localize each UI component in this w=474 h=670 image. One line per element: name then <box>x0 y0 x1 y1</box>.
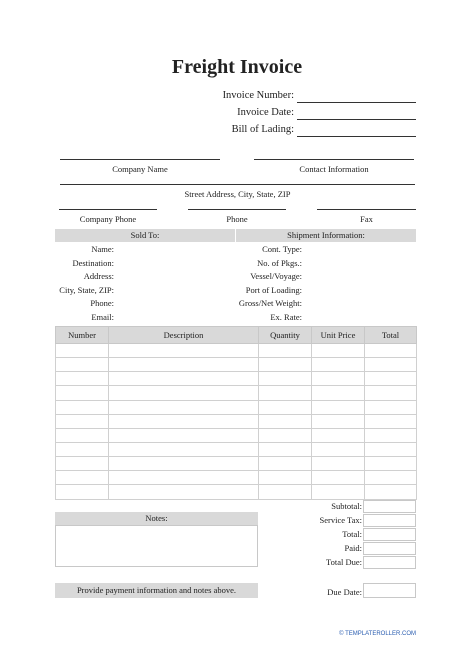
table-row <box>56 386 417 400</box>
cell-description[interactable] <box>109 414 259 428</box>
cell-total[interactable] <box>365 358 417 372</box>
bill-of-lading-label: Bill of Lading: <box>231 124 294 135</box>
sold-to-address-label: Address: <box>83 271 114 281</box>
invoice-date-line <box>297 119 416 120</box>
cell-total[interactable] <box>365 372 417 386</box>
total-due-field[interactable] <box>363 556 416 569</box>
cell-description[interactable] <box>109 400 259 414</box>
cell-unit-price[interactable] <box>312 400 365 414</box>
cell-total[interactable] <box>365 400 417 414</box>
cell-quantity[interactable] <box>259 457 312 471</box>
cell-unit-price[interactable] <box>312 471 365 485</box>
sold-to-name-label: Name: <box>91 244 114 254</box>
cell-quantity[interactable] <box>259 414 312 428</box>
cell-unit-price[interactable] <box>312 372 365 386</box>
company-phone-caption: Company Phone <box>79 214 137 224</box>
ex-rate-label: Ex. Rate: <box>270 312 302 322</box>
phone-caption: Phone <box>226 214 248 224</box>
cell-total[interactable] <box>365 344 417 358</box>
cell-quantity[interactable] <box>259 344 312 358</box>
sold-to-city-label: City, State, ZIP: <box>59 285 114 295</box>
address-caption: Street Address, City, State, ZIP <box>184 189 291 199</box>
bill-of-lading-field[interactable] <box>190 124 416 138</box>
cell-number[interactable] <box>56 428 109 442</box>
company-phone-line[interactable] <box>59 209 157 210</box>
cell-number[interactable] <box>56 442 109 456</box>
cell-number[interactable] <box>56 471 109 485</box>
invoice-date-label: Invoice Date: <box>237 107 294 118</box>
fax-line[interactable] <box>317 209 416 210</box>
table-row <box>56 485 417 499</box>
cell-quantity[interactable] <box>259 428 312 442</box>
sold-to-phone-label: Phone: <box>90 298 114 308</box>
company-name-caption: Company Name <box>112 164 168 174</box>
notes-heading: Notes: <box>145 513 168 523</box>
cell-description[interactable] <box>109 372 259 386</box>
cell-description[interactable] <box>109 358 259 372</box>
cell-total[interactable] <box>365 414 417 428</box>
paid-label: Paid: <box>344 543 362 553</box>
cell-quantity[interactable] <box>259 358 312 372</box>
shipment-info-header <box>236 229 416 242</box>
cell-unit-price[interactable] <box>312 386 365 400</box>
templateroller-brand: © TEMPLATEROLLER.COM <box>339 631 416 637</box>
column-header-total: Total <box>365 327 417 344</box>
column-header-quantity: Quantity <box>259 327 312 344</box>
notes-header <box>55 512 258 525</box>
fax-caption: Fax <box>360 214 373 224</box>
sold-to-email-label: Email: <box>91 312 114 322</box>
cell-unit-price[interactable] <box>312 428 365 442</box>
vessel-voyage-label: Vessel/Voyage: <box>250 271 302 281</box>
address-line[interactable] <box>60 184 415 185</box>
sold-to-heading: Sold To: <box>130 230 160 240</box>
service-tax-field[interactable] <box>363 514 416 527</box>
items-table <box>55 326 417 500</box>
column-header-unit-price: Unit Price <box>312 327 365 344</box>
cell-number[interactable] <box>56 485 109 499</box>
cell-description[interactable] <box>109 344 259 358</box>
cell-description[interactable] <box>109 471 259 485</box>
table-row <box>56 372 417 386</box>
cell-number[interactable] <box>56 344 109 358</box>
cell-quantity[interactable] <box>259 442 312 456</box>
table-row <box>56 414 417 428</box>
no-of-pkgs-label: No. of Pkgs.: <box>257 258 302 268</box>
cell-number[interactable] <box>56 386 109 400</box>
phone-line[interactable] <box>188 209 286 210</box>
cell-number[interactable] <box>56 414 109 428</box>
sold-to-header <box>55 229 235 242</box>
company-name-line[interactable] <box>60 159 220 160</box>
cont-type-label: Cont. Type: <box>262 244 302 254</box>
table-row <box>56 428 417 442</box>
cell-quantity[interactable] <box>259 372 312 386</box>
cell-total[interactable] <box>365 442 417 456</box>
cell-description[interactable] <box>109 386 259 400</box>
cell-description[interactable] <box>109 428 259 442</box>
paid-field[interactable] <box>363 542 416 555</box>
cell-quantity[interactable] <box>259 471 312 485</box>
invoice-date-field[interactable] <box>190 107 416 121</box>
cell-total[interactable] <box>365 485 417 499</box>
sold-to-destination-label: Destination: <box>72 258 114 268</box>
cell-total[interactable] <box>365 457 417 471</box>
cell-total[interactable] <box>365 386 417 400</box>
table-row <box>56 344 417 358</box>
subtotal-label: Subtotal: <box>331 501 362 511</box>
items-table-header <box>56 327 417 344</box>
cell-unit-price[interactable] <box>312 442 365 456</box>
cell-description[interactable] <box>109 485 259 499</box>
cell-total[interactable] <box>365 428 417 442</box>
table-row <box>56 471 417 485</box>
total-due-label: Total Due: <box>326 557 362 567</box>
column-header-number: Number <box>56 327 109 344</box>
cell-number[interactable] <box>56 400 109 414</box>
page-title: Freight Invoice <box>171 56 303 78</box>
cell-unit-price[interactable] <box>312 344 365 358</box>
cell-quantity[interactable] <box>259 400 312 414</box>
due-date-label: Due Date: <box>327 587 362 597</box>
table-row <box>56 400 417 414</box>
notes-textarea[interactable] <box>55 525 258 567</box>
cell-quantity[interactable] <box>259 485 312 499</box>
due-date-field[interactable] <box>363 583 416 598</box>
shipment-info-heading: Shipment Information: <box>287 230 365 240</box>
subtotal-field[interactable] <box>363 500 416 513</box>
cell-description[interactable] <box>109 442 259 456</box>
total-field[interactable] <box>363 528 416 541</box>
port-of-loading-label: Port of Loading: <box>245 285 302 295</box>
bill-of-lading-line <box>297 136 416 137</box>
cell-number[interactable] <box>56 358 109 372</box>
cell-number[interactable] <box>56 372 109 386</box>
cell-unit-price[interactable] <box>312 457 365 471</box>
cell-total[interactable] <box>365 471 417 485</box>
invoice-number-label: Invoice Number: <box>222 90 294 101</box>
gross-net-weight-label: Gross/Net Weight: <box>238 298 302 308</box>
payment-note-text: Provide payment information and notes above. <box>76 585 237 595</box>
invoice-number-line <box>297 102 416 103</box>
contact-info-caption: Contact Information <box>299 164 369 174</box>
cell-description[interactable] <box>109 457 259 471</box>
contact-info-line[interactable] <box>254 159 414 160</box>
table-row <box>56 457 417 471</box>
cell-unit-price[interactable] <box>312 358 365 372</box>
column-header-description: Description <box>109 327 259 344</box>
total-label: Total: <box>342 529 362 539</box>
cell-quantity[interactable] <box>259 386 312 400</box>
table-row <box>56 358 417 372</box>
cell-unit-price[interactable] <box>312 485 365 499</box>
cell-number[interactable] <box>56 457 109 471</box>
service-tax-label: Service Tax: <box>319 515 362 525</box>
payment-note-band <box>55 583 258 598</box>
table-row <box>56 442 417 456</box>
invoice-number-field[interactable] <box>190 90 416 104</box>
cell-unit-price[interactable] <box>312 414 365 428</box>
